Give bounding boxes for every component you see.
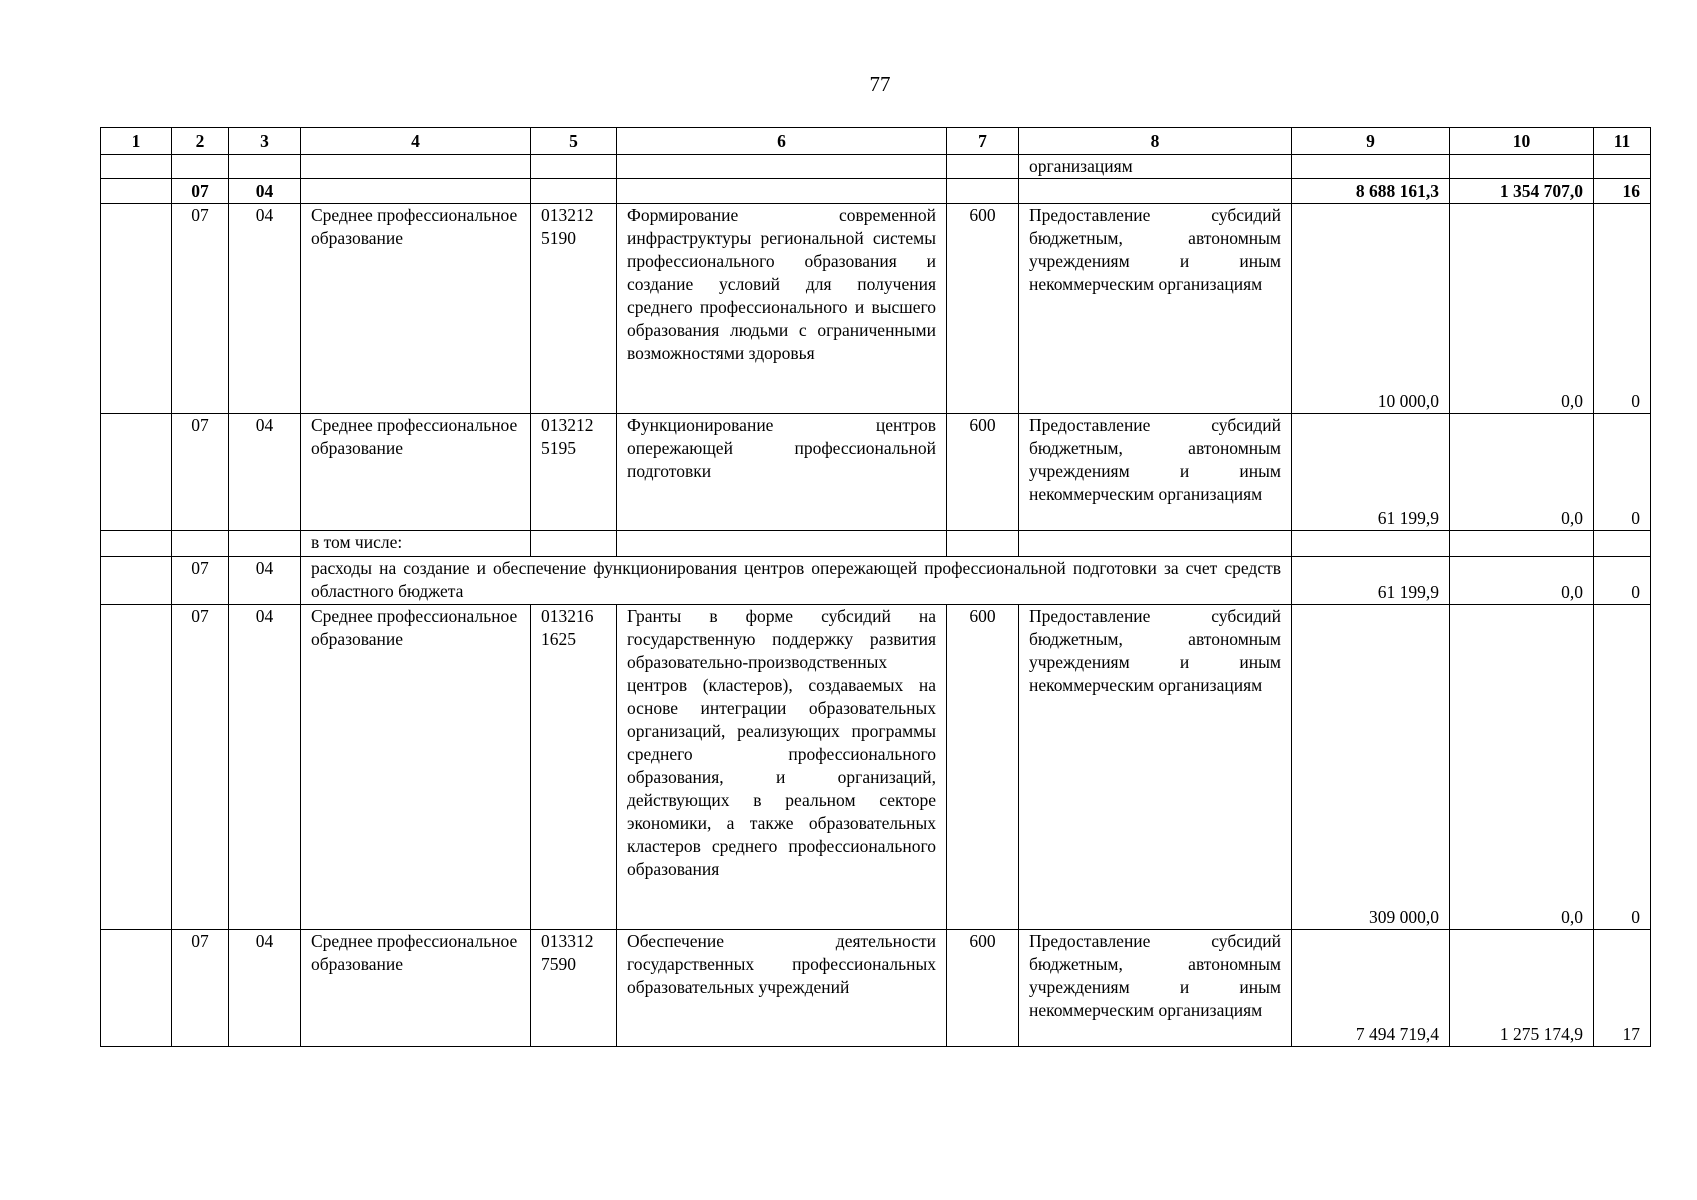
table-row bbox=[101, 414, 1651, 531]
section-name: Среднее профессиональное образование bbox=[301, 204, 531, 414]
count-cell: 16 bbox=[1594, 179, 1651, 204]
amount-cell: 0,0 bbox=[1450, 605, 1594, 930]
expense-description: Формирование современной инфраструктуры региональной системы профессионального образования и создание условий для получения среднего профессионального и высшего образования людьми с ограниченными возможностями здоровья bbox=[617, 204, 947, 414]
subsection-code: 04 bbox=[229, 204, 301, 414]
column-number: 9 bbox=[1292, 128, 1450, 155]
expense-type-code: 600 bbox=[947, 930, 1019, 1047]
column-number: 6 bbox=[617, 128, 947, 155]
expense-type-name: Предоставление субсидий бюджетным, автономным учреждениям и иным некоммерческим организациям bbox=[1019, 204, 1292, 414]
amount-cell: 0,0 bbox=[1450, 414, 1594, 531]
subsection-code: 04 bbox=[229, 930, 301, 1047]
section-code: 07 bbox=[172, 605, 229, 930]
target-article-code: 013212 5190 bbox=[531, 204, 617, 414]
column-number: 11 bbox=[1594, 128, 1651, 155]
column-number: 3 bbox=[229, 128, 301, 155]
section-name: Среднее профессиональное образование bbox=[301, 414, 531, 531]
amount-cell: 8 688 161,3 bbox=[1292, 179, 1450, 204]
column-number: 1 bbox=[101, 128, 172, 155]
section-name: Среднее профессиональное образование bbox=[301, 930, 531, 1047]
count-cell: 17 bbox=[1594, 930, 1651, 1047]
target-article-code: 013216 1625 bbox=[531, 605, 617, 930]
expense-type-name: Предоставление субсидий бюджетным, автономным учреждениям и иным некоммерческим организациям bbox=[1019, 414, 1292, 531]
total-row bbox=[101, 179, 1651, 204]
column-number: 4 bbox=[301, 128, 531, 155]
expense-type-code: 600 bbox=[947, 605, 1019, 930]
table-row bbox=[101, 204, 1651, 414]
expense-type-name: Предоставление субсидий бюджетным, автономным учреждениям и иным некоммерческим организациям bbox=[1019, 605, 1292, 930]
expense-description: Обеспечение деятельности государственных профессиональных образовательных учреждений bbox=[617, 930, 947, 1047]
section-name: Среднее профессиональное образование bbox=[301, 605, 531, 930]
amount-cell: 7 494 719,4 bbox=[1292, 930, 1450, 1047]
column-number: 8 bbox=[1019, 128, 1292, 155]
expense-type-name: Предоставление субсидий бюджетным, автономным учреждениям и иным некоммерческим организациям bbox=[1019, 930, 1292, 1047]
subsection-code: 04 bbox=[229, 179, 301, 204]
including-detail-row bbox=[101, 557, 1651, 605]
including-label-row bbox=[101, 531, 1651, 557]
expense-description: Функционирование центров опережающей профессиональной подготовки bbox=[617, 414, 947, 531]
subsection-code: 04 bbox=[229, 557, 301, 605]
count-cell: 0 bbox=[1594, 414, 1651, 531]
section-code: 07 bbox=[172, 930, 229, 1047]
expense-description: Гранты в форме субсидий на государственную поддержку развития образовательно-производственных центров (кластеров), создаваемых на основе интеграции образовательных организаций, реализующих программы среднего профессионального образования, и организаций, действующих в реальном секторе экономики, а также образовательных кластеров среднего профессионального образования bbox=[617, 605, 947, 930]
target-article-code: 013312 7590 bbox=[531, 930, 617, 1047]
including-label: в том числе: bbox=[301, 531, 531, 557]
target-article-code: 013212 5195 bbox=[531, 414, 617, 531]
table-row bbox=[101, 930, 1651, 1047]
amount-cell: 61 199,9 bbox=[1292, 414, 1450, 531]
column-number: 2 bbox=[172, 128, 229, 155]
amount-cell: 1 275 174,9 bbox=[1450, 930, 1594, 1047]
expense-type-code: 600 bbox=[947, 414, 1019, 531]
column-number: 10 bbox=[1450, 128, 1594, 155]
column-number: 5 bbox=[531, 128, 617, 155]
including-description: расходы на создание и обеспечение функционирования центров опережающей профессиональной подготовки за счет средств областного бюджета bbox=[301, 557, 1292, 605]
section-code: 07 bbox=[172, 179, 229, 204]
count-cell: 0 bbox=[1594, 204, 1651, 414]
column-number: 7 bbox=[947, 128, 1019, 155]
subsection-code: 04 bbox=[229, 414, 301, 531]
section-code: 07 bbox=[172, 204, 229, 414]
amount-cell: 10 000,0 bbox=[1292, 204, 1450, 414]
table-row bbox=[101, 605, 1651, 930]
page-number: 77 bbox=[869, 72, 891, 96]
recipient-cell: организациям bbox=[1019, 155, 1292, 179]
section-code: 07 bbox=[172, 557, 229, 605]
budget-table bbox=[100, 127, 1651, 1047]
amount-cell: 1 354 707,0 bbox=[1450, 179, 1594, 204]
section-code: 07 bbox=[172, 414, 229, 531]
amount-cell: 61 199,9 bbox=[1292, 557, 1450, 605]
amount-cell: 0,0 bbox=[1450, 204, 1594, 414]
column-numbers-row bbox=[101, 128, 1651, 155]
amount-cell: 0,0 bbox=[1450, 557, 1594, 605]
expense-type-code: 600 bbox=[947, 204, 1019, 414]
count-cell: 0 bbox=[1594, 557, 1651, 605]
count-cell: 0 bbox=[1594, 605, 1651, 930]
subsection-code: 04 bbox=[229, 605, 301, 930]
continuation-row bbox=[101, 155, 1651, 179]
amount-cell: 309 000,0 bbox=[1292, 605, 1450, 930]
